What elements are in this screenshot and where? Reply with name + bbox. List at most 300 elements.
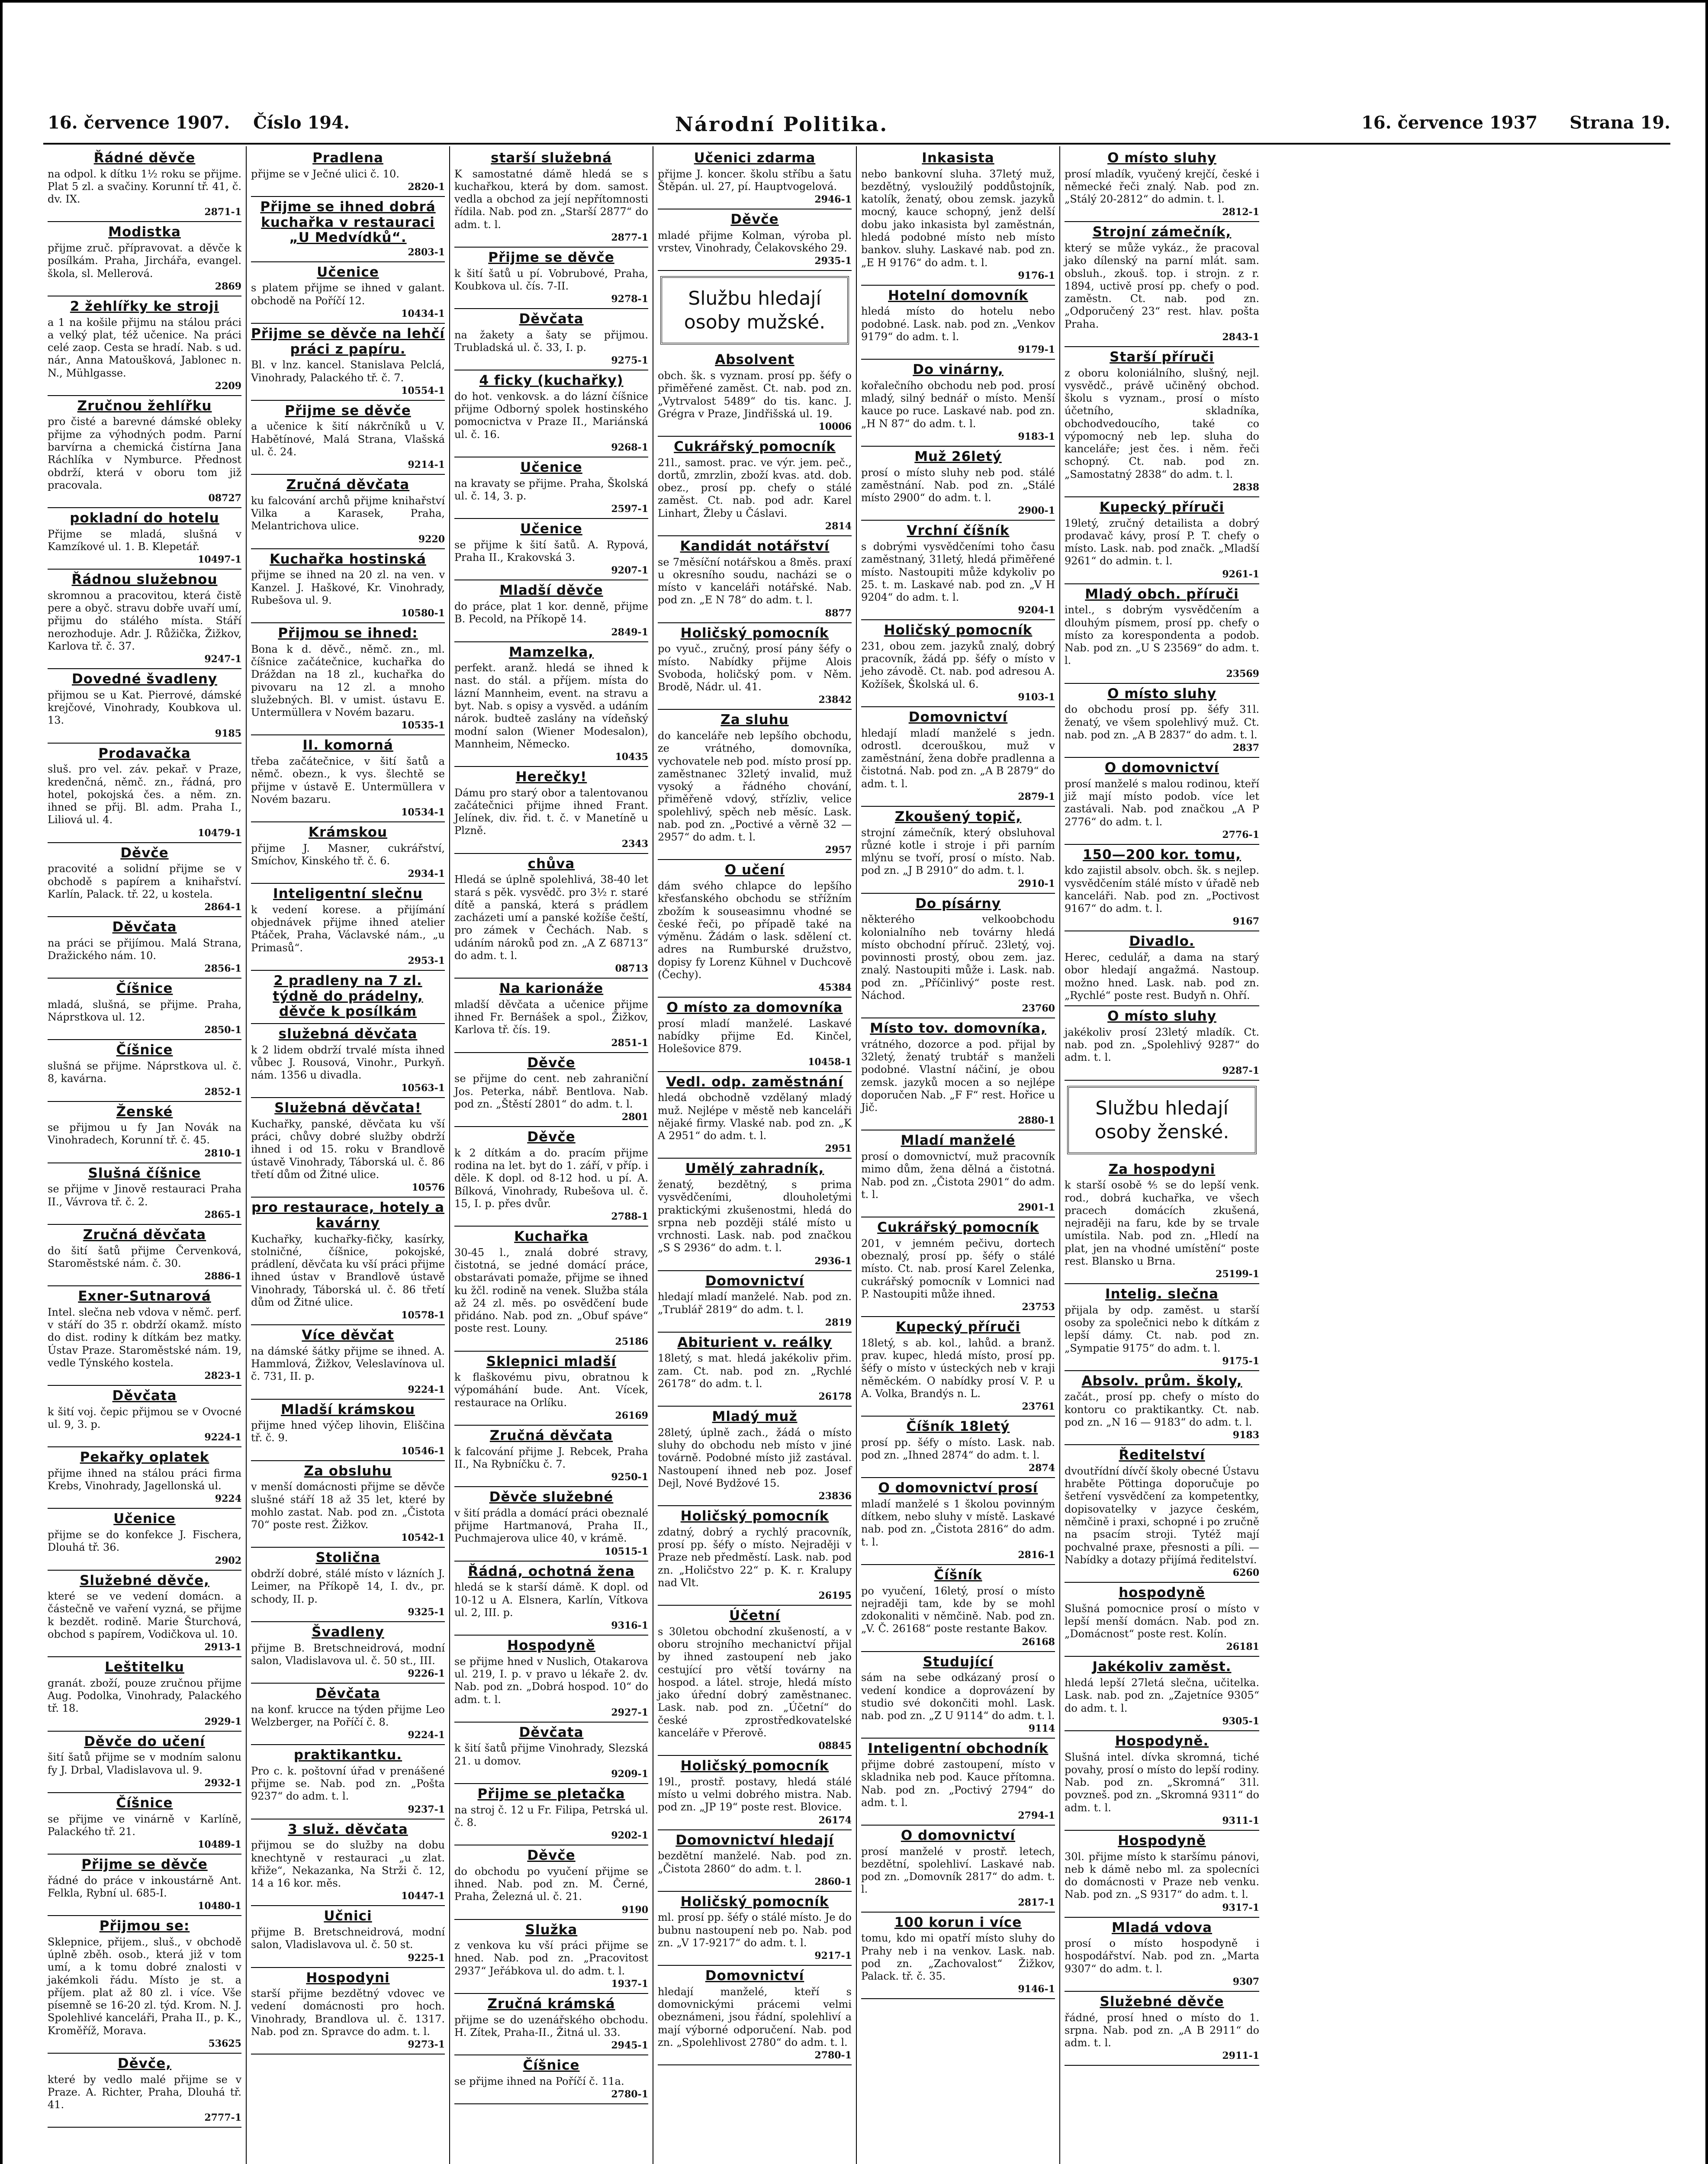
ad-code: 9305-1: [1222, 1715, 1259, 1727]
ad-heading: Intelig. slečna: [1105, 1286, 1219, 1302]
ad-code: 10006: [818, 421, 852, 433]
ad-text: mladší děvčata a učenice přijme ihned Fr. Bernášek a spol., Žižkov, Karlova tř. čís. 19.: [454, 998, 648, 1036]
ad-text: pracovité a solidní přijme se v obchodě s papírem a knihařství. Karlín, Palack. tř. 22, u kostela.: [48, 863, 241, 900]
ad-text: po vyuč., zručný, prosí pány šéfy o místo. Nabídky přijme Alois Svoboda, holičský pom. v Něm. Brodě, Nádr. ul. 41.: [658, 643, 852, 693]
ad-heading: 100 korun i více: [894, 1914, 1022, 1930]
ad-code: 9146-1: [1018, 1984, 1055, 1995]
ad-text: Kuchařky, kuchařky-fičky, kasírky, stolničné, číšnice, pokojské, prádlení, děvčata ku vší práci přijme ihned ústav v Brandlově ústavě Vinohrady, Táborská ul. č. 86 třetí dům od Žitné ulice.: [251, 1233, 445, 1308]
ad-code: 2869: [215, 280, 241, 292]
ad-heading: Holičský pomocník: [680, 1508, 829, 1524]
ad-heading: Služebné děvče,: [80, 1572, 209, 1588]
classified-ad: [251, 1024, 445, 1098]
classified-ad: [251, 971, 445, 1024]
masthead-left: [48, 113, 350, 133]
ad-code: 9220: [418, 533, 445, 545]
section-heading: Službu hledají osoby mužské.: [660, 276, 849, 345]
ad-heading: Dovedné švadleny: [71, 671, 218, 687]
classified-ad: [1065, 845, 1259, 932]
ad-heading: 2 pradleny na 7 zl. týdně do prádelny, děvče k posílkám: [273, 973, 423, 1020]
column-1: [43, 146, 247, 2164]
ad-text: přijme zruč. přípravovat. a děvče k posílkám. Praha, Jirchářa, evangel. škola, sl. Mellerová.: [48, 242, 241, 280]
ad-text: přijme B. Bretschneidrová, modní salon, Vladislavova ul. č. 50 st., III.: [251, 1642, 445, 1667]
ad-heading: Stolična: [315, 1550, 380, 1566]
classified-ad: [861, 447, 1055, 521]
classified-ad: [861, 1317, 1055, 1417]
ad-code: 9287-1: [1222, 1065, 1259, 1076]
ad-heading: Číšnice: [116, 981, 173, 997]
ad-code: 2823-1: [204, 1370, 241, 1382]
ad-text: 231, obou zem. jazyků znalý, dobrý pracovník, žádá pp. šéfy o místo v jeho závodě. Ct. nab. pod adresou A. Kožíšek, Školská ul. 6.: [861, 640, 1055, 690]
classified-ad: [861, 620, 1055, 707]
ad-heading: Na karionáže: [499, 981, 604, 997]
ad-code: 2864-1: [204, 902, 241, 913]
classified-ad: [454, 1723, 648, 1784]
ad-heading: Absolv. prům. školy,: [1081, 1373, 1242, 1389]
ad-code: 9317-1: [1222, 1902, 1259, 1913]
ad-heading: Učenice: [520, 521, 582, 537]
ad-text: strojní zámečník, který obsluhoval různé kotle i stroje i při parním mlýnu se tvoří, prosí o místo. Nab. pod zn. „J B 2910“ do adm. t. l.: [861, 826, 1055, 877]
classified-ad: [48, 1509, 241, 1570]
ad-text: mladé přijme Kolman, výroba pl. vrstev, Vinohrady, Čelakovského 29.: [658, 229, 852, 254]
ad-text: přijme J. Masner, cukrářství, Smíchov, Kinského tř. č. 6.: [251, 842, 445, 867]
ad-text: jakékoliv prosí 23letý mladík. Ct. nab. pod zn. „Spolehlivý 9287“ do adm. t. l.: [1065, 1026, 1259, 1064]
ad-heading: Mladý obch. příruči: [1085, 586, 1239, 602]
ad-code: 9250-1: [611, 1472, 648, 1483]
classified-ad: [454, 457, 648, 519]
newspaper-title: Národní Politika.: [675, 113, 888, 136]
classified-ad: [251, 1548, 445, 1622]
classified-ad: [48, 222, 241, 296]
classified-ad: [251, 1198, 445, 1325]
ad-heading: Přijme se děvče: [488, 249, 614, 265]
classified-ad: [251, 1461, 445, 1548]
ad-text: hledá obchodně vzdělaný mladý muž. Nejlépe v městě neb kanceláři nějaké firmy. Vlaské nab. pod zn. „K A 2951“ do adm. t. l.: [658, 1092, 852, 1142]
ad-code: 2913-1: [204, 1642, 241, 1653]
ad-text: 18letý, s ab. kol., lahůd. a branž. prav. kupec, hledá místo, prosí pp. šéfy o místo v ústeckých neb v kraji něměckém. O nabídky prosí V. P. u A. Volka, Brandýs n. L.: [861, 1336, 1055, 1400]
ad-text: k 2 lidem obdrží trvalé místa ihned vůbec J. Rousová, Vinohr., Purkyň. nám. 1356 u divadla.: [251, 1043, 445, 1082]
ad-text: k 2 dítkám a do. pracím přijme rodina na let. byt do 1. září, v příp. i děle. K dopl. od 8-12 hod. u pí. A. Bílková, Vinohrady, Rubešova ul. č. 15, I. p. přes dvůr.: [454, 1146, 648, 1210]
ad-text: s 30letou obchodní zkušeností, a v oboru strojního mechanictví přijal by ihned zastoupení neb jako cestující pro větší továrny na hospod. a látel. stroje, hledá místo jako úřední dobrý zaměstnanec. Lask. nab. pod zn. „Účetní“ do české zprostředkovatelské kanceláře v Přerově.: [658, 1625, 852, 1739]
ad-heading: Zkoušený topič,: [894, 808, 1022, 824]
column-6: [1060, 146, 1264, 2164]
ad-heading: Mladí manželé: [901, 1133, 1016, 1149]
column-3: [450, 146, 653, 2164]
ad-heading: Abiturient v. reálky: [677, 1334, 832, 1350]
classified-ad: [658, 1606, 852, 1756]
ad-code: 2865-1: [204, 1209, 241, 1220]
ad-code: 2803-1: [408, 246, 445, 258]
ad-heading: Absolvent: [715, 352, 794, 368]
ad-code: 2850-1: [204, 1024, 241, 1036]
ad-heading: Učnici: [324, 1908, 372, 1924]
classified-ad: [48, 1916, 241, 2054]
classified-ad: [251, 262, 445, 324]
ad-heading: Divadlo.: [1129, 934, 1195, 950]
classified-ad: [861, 1652, 1055, 1739]
ad-heading: Kandidát notářství: [680, 538, 830, 554]
ad-code: 8877: [825, 607, 852, 619]
ad-text: s platem přijme se ihned v galant. obchodě na Poříčí 12.: [251, 282, 445, 307]
classified-ad: [861, 807, 1055, 894]
classified-ad: [658, 1830, 852, 1892]
ad-heading: Zručná krámská: [487, 1996, 615, 2012]
ad-text: slušná se přijme. Náprstkova ul. č. 8, kavárna.: [48, 1060, 241, 1085]
ad-heading: Děvče: [527, 1129, 576, 1145]
ad-text: z oboru koloniálního, slušný, nejl. vysvědč., právě učiněný obchod. školu s vyznam., prosí o místo účetního, skladníka, obchodvedoucího, také co výpomocný neb lep. sluha do kanceláře; jest čes. i něm. řeči schopný. Ct. nab. pod zn. „Samostatný 2838“ do adm. t. l.: [1065, 367, 1259, 480]
ad-text: do kanceláře neb lepšího obchodu, ze vrátného, domovníka, vychovatele neb pod. místo prosí pp. zaměstnanec 32letý invalid, muž vysoký a řádného chování, přiměřeně vdový, střízliv, velice spolehlivý, spěch neb měsíc. Lask. nab. pod zn. „Poctivé a věrně 32 — 2957“ do adm. t. l.: [658, 730, 852, 844]
ad-text: na žakety a šaty se přijmou. Trubladská ul. č. 33, I. p.: [454, 328, 648, 354]
ad-code: 9275-1: [611, 355, 648, 367]
ad-text: 201, v jemném pečivu, dortech obeznalý, prosí pp. šéfy o stálé místo. Ct. nab. prosí Karel Zelenka, cukrářský pomocník v Lomnici nad P. Nastoupiti může ihned.: [861, 1237, 1055, 1300]
ad-text: skromnou a pracovitou, která čistě pere a obyč. stravu dobře uvaří umí, přijmu do stálého místa. Stáří nerozhoduje. Adr. J. Růžička, Žižkov, Karlova tř. č. 37.: [48, 589, 241, 652]
ad-heading: Děvčata: [519, 311, 584, 327]
ad-heading: Muž 26letý: [914, 448, 1002, 464]
classified-ad: [48, 744, 241, 843]
ad-text: k šití šatů u pí. Vobrubové, Praha, Koubkova ul. čís. 7-II.: [454, 267, 648, 292]
ad-heading: starší služebná: [491, 150, 612, 166]
column-5: [857, 146, 1060, 2164]
column-4: [653, 146, 857, 2164]
ad-heading: Hospodyně: [1118, 1832, 1206, 1848]
ad-code: 9268-1: [611, 442, 648, 454]
ad-heading: Číšnice: [523, 2058, 580, 2074]
classified-ad: [454, 1227, 648, 1352]
ad-text: hledá se k starší dámě. K dopl. od 10-12 u A. Elsnera, Karlín, Vítkova ul. 2, III. p.: [454, 1581, 648, 1619]
classified-ad: [861, 1417, 1055, 1478]
ad-heading: Děvče: [527, 1848, 576, 1864]
classified-ad: [48, 1657, 241, 1731]
classified-ad: [861, 1018, 1055, 1130]
ad-code: 2817-1: [1018, 1897, 1055, 1908]
classified-ad: [251, 623, 445, 735]
classified-ad: [454, 854, 648, 979]
classified-ad: [454, 1636, 648, 1723]
classified-ad: [454, 1426, 648, 1487]
classified-ad: [658, 148, 852, 209]
ad-heading: Pekařky oplatek: [80, 1449, 209, 1465]
ad-text: hledá místo do hotelu nebo podobné. Lask. nab. pod zn. „Venkov 9179“ do adm. t. l.: [861, 305, 1055, 343]
classified-ad: [454, 1352, 648, 1426]
ad-heading: Kupecký příruči: [895, 1319, 1021, 1335]
classified-ad: [454, 1127, 648, 1227]
ad-text: dvoutřídní dívčí školy obecné Ústavu hraběte Pöttinga doporučuje po šetření vysvědčení za kompetentky, dopisovatelky v jazyce českém, němčině i praxi, schopné i po zručně na psacím stroji. Tytéž mají pochvalné praxe, přesnosti a píli. — Nabídky a dotazy přijímá ředitelství.: [1065, 1465, 1259, 1566]
ad-heading: Řádná, ochotná žena: [468, 1563, 635, 1579]
ad-heading: Účetní: [729, 1608, 781, 1624]
ad-code: 9261-1: [1222, 568, 1259, 580]
classified-ad: [1065, 347, 1259, 497]
ad-heading: Přijmou se ihned:: [278, 625, 418, 641]
ad-code: 2901-1: [1018, 1202, 1055, 1214]
classified-ad: [48, 508, 241, 570]
ad-code: 26178: [818, 1391, 852, 1403]
ad-code: 9202-1: [611, 1830, 648, 1842]
classified-ad: [658, 1072, 852, 1159]
ad-code: 9175-1: [1222, 1355, 1259, 1367]
classified-ad: [861, 148, 1055, 286]
ad-text: Bona k d. děvč., němč. zn., ml. číšnice začátečnice, kuchařka do Dráždan na 18 zl., kuchařka do pivovaru na 12 zl. a mnoho služebných. Bl. v umist. ústavu E. Untermüllera v Novém bazaru.: [251, 643, 445, 719]
ad-code: 08845: [818, 1740, 852, 1752]
ad-text: prosí pp. šéfy o místo. Lask. nab. pod zn. „Ihned 2874“ do adm. t. l.: [861, 1436, 1055, 1461]
ad-heading: Kuchařka hostinská: [270, 551, 426, 567]
ad-code: 10542-1: [401, 1532, 445, 1544]
ad-heading: Cukrářský pomocník: [877, 1220, 1039, 1236]
page-number: Strana 19.: [1570, 113, 1670, 133]
ad-code: 2877-1: [611, 232, 648, 243]
ad-text: Bl. v lnz. kancel. Stanislava Pelclá, Vinohrady, Palackého tř. č. 7.: [251, 359, 445, 384]
ad-code: 2856-1: [204, 963, 241, 975]
ad-text: se přijme ve vinárně v Karlíně, Palackého tř. 21.: [48, 1813, 241, 1838]
ad-heading: Mamzelka,: [508, 644, 594, 660]
ad-text: Intel. slečna neb vdova v němč. perf. v stáří do 35 r. obdrží okamž. místo do dist. rodiny k dítkám bez matky. Ústav Praze. Staroměstské nám. 19, vedle Týnského kostela.: [48, 1306, 241, 1369]
ad-code: 2935-1: [814, 255, 852, 267]
ad-code: 2819: [825, 1317, 852, 1328]
ad-text: šití šatů přijme se v modním salonu fy J. Drbal, Vladislavova ul. 9.: [48, 1751, 241, 1776]
ad-text: k falcování přijme J. Rebcek, Praha II., Na Rybníčku č. 7.: [454, 1445, 648, 1470]
ad-heading: Švadleny: [312, 1624, 384, 1640]
ad-heading: Přijme se děvče na lehčí práci z papíru.: [251, 326, 445, 357]
ad-text: řádné do práce v inkoustárně Ant. Felkla, Rybní ul. 685-I.: [48, 1874, 241, 1899]
classified-ad: [1065, 1445, 1259, 1583]
ad-code: 2945-1: [611, 2040, 648, 2051]
classified-ad: [861, 1913, 1055, 2000]
ad-heading: Služka: [525, 1922, 578, 1938]
ad-text: tomu, kdo mi opatří místo sluhy do Prahy neb i na venkov. Lask. nab. pod zn. „Zachovalost“ Žižkov, Palack. tř. č. 35.: [861, 1932, 1055, 1983]
ad-text: 19l., prostř. postavy, hledá stálé místo u velmi dobrého mistra. Nab. pod zn. „JP 19“ poste rest. Blovice.: [658, 1775, 852, 1813]
masthead-right: [1335, 113, 1670, 133]
classified-ad: [48, 1102, 241, 1163]
ad-code: 2871-1: [204, 206, 241, 218]
classified-ad: [658, 1756, 852, 1830]
ad-code: 10578-1: [401, 1310, 445, 1321]
ad-text: hledají manželé, kteří s domovnickými prácemi velmi obeznámeni, jsou řádní, spolehliví a mají výborné odporučení. Nab. pod zn. „Spolehlivost 2780“ do adm. t. l.: [658, 1985, 852, 2048]
ad-heading: Cukrářský pomocník: [674, 439, 836, 455]
section-heading: Službu hledají osoby ženské.: [1067, 1086, 1257, 1154]
ad-heading: Děvčata: [519, 1724, 584, 1740]
classified-ad: [1065, 758, 1259, 845]
classified-ad: [48, 1571, 241, 1658]
classified-ad: [454, 519, 648, 580]
ad-heading: Děvčata: [112, 919, 177, 935]
classified-ad: [658, 998, 852, 1072]
ad-code: 2911-1: [1222, 2050, 1259, 2062]
ad-heading: O domovnictví prosí: [878, 1480, 1038, 1496]
classified-ad: [658, 1407, 852, 1506]
ad-text: mladá, slušná, se přijme. Praha, Náprstkova ul. 12.: [48, 998, 241, 1024]
ad-text: dám svého chlapce do lepšího křesťanského obchodu se střížním zbožím k souseasimnu vhodné se české řeči, po případě také na výměnu. Žádám o lask. sdělení ct. adres na Rumburské družstvo, dopisy fy Lorenz Kühnel v Duchcově (Čechy).: [658, 880, 852, 981]
ad-heading: Číšnice: [116, 1042, 173, 1058]
ad-text: do šití šatů přijme Červenková, Staroměstské nám. č. 30.: [48, 1244, 241, 1269]
ad-code: 2929-1: [204, 1716, 241, 1727]
ad-heading: Řádné děvče: [93, 150, 196, 166]
ad-heading: Zručná děvčata: [83, 1227, 206, 1243]
ad-code: 10515-1: [605, 1546, 648, 1557]
ad-heading: Do písárny: [915, 895, 1001, 911]
ad-heading: Kupecký příruči: [1099, 499, 1225, 515]
ad-heading: O domovnictví: [1104, 760, 1219, 776]
ad-heading: Místo tov. domovníka,: [870, 1021, 1046, 1037]
ad-heading: pokladní do hotelu: [70, 510, 219, 526]
ad-code: 2951: [825, 1143, 852, 1155]
ad-heading: Pradlena: [312, 150, 383, 166]
ad-code: 2927-1: [611, 1707, 648, 1718]
classified-ad: [1065, 1006, 1259, 1080]
classified-ad: [454, 580, 648, 642]
classified-ad: [48, 669, 241, 743]
ad-text: do hot. venkovsk. a do lázní číšnice přijme Odborný spolek hostinského pomocnictva v Praze II., Mariánská ul. č. 16.: [454, 390, 648, 441]
ad-text: prosí o místo sluhy neb pod. stálé zaměstnání. Nab. pod zn. „Stálé místo 2900“ do adm. t. l.: [861, 466, 1055, 504]
ad-heading: O domovnictví: [901, 1828, 1016, 1844]
classified-ad: [251, 735, 445, 822]
ad-code: 9217-1: [814, 1950, 852, 1962]
ad-code: 2902: [215, 1555, 241, 1566]
ad-text: se přijme k šití šatů. A. Rypová, Praha II., Krakovská 3.: [454, 538, 648, 564]
ad-code: 9237-1: [408, 1803, 445, 1815]
ad-text: Sklepnice, přijem., sluš., v obchodě úplně zběh. osob., která již v tom umí, a k tomu dobré znalosti v jakémkoli řádu. Místo je st. a příjem. plat až 80 zl. i více. Vše písemně se 16-20 zl. týd. Krom. N. J. Spolehlivé kanceláři, Praha II., p. K., Kroměříž, Morava.: [48, 1935, 241, 2037]
ad-code: 9316-1: [611, 1620, 648, 1632]
ad-text: do práce, plat 1 kor. denně, přijme B. Pecold, na Příkopě 14.: [454, 600, 648, 625]
ad-text: na konf. krucce na týden přijme Leo Welzberger, na Poříčí č. 8.: [251, 1703, 445, 1728]
ad-code: 9325-1: [408, 1606, 445, 1618]
ad-heading: pro restaurace, hotely a kavárny: [251, 1200, 445, 1231]
ad-code: 10546-1: [401, 1445, 445, 1457]
ad-code: 23569: [1226, 668, 1259, 679]
classified-ad: [1065, 1159, 1259, 1285]
ad-heading: Domovnictví: [705, 1273, 804, 1289]
classified-ad: [658, 710, 852, 860]
ad-code: 53625: [208, 2038, 241, 2049]
header-rule: [43, 143, 1670, 145]
ad-text: přijala by odp. zaměst. u starší osoby za společnici nebo k dítkám z lepší dámy. Ct. nab. pod zn. „Sympatie 9175“ do adm. t. l.: [1065, 1304, 1259, 1354]
date-left: 16. července 1907.: [48, 113, 230, 133]
issue-number: Číslo 194.: [253, 113, 350, 133]
classified-ad: [861, 286, 1055, 360]
ad-text: 28letý, úplně zach., žádá o místo sluhy do obchodu neb místo v jiné továrně. Podobné místo již zastával. Nastoupení ihned neb poz. Josef Dejl, Nové Bydžové 15.: [658, 1426, 852, 1489]
classified-ad: [1065, 1918, 1259, 1992]
ad-heading: Leštitelku: [105, 1659, 184, 1675]
classified-ad: [1065, 1583, 1259, 1657]
ad-heading: praktikantku.: [293, 1747, 402, 1763]
classified-ad: [251, 884, 445, 971]
classified-ad: [48, 843, 241, 917]
ad-code: 9209-1: [611, 1768, 648, 1780]
ad-text: který se může vykáz., že pracoval jako dílenský na parní mlát. sam. obsluh., zkouš. top. i strojn. z r. 1894, uctivě prosí pp. chefy o pod. zaměstn. Ct. nab. pod zn. „Odporučený 23“ rest. hlav. pošta Praha.: [1065, 242, 1259, 330]
ad-text: přijmou se u Kat. Pierrové, dámské krejčové, Vinohrady, Koubkova ul. 13.: [48, 689, 241, 727]
ad-heading: O místo sluhy: [1107, 1008, 1216, 1024]
ad-heading: Domovnictví hledají: [675, 1832, 834, 1848]
classified-ad: [251, 197, 445, 262]
ad-text: prosí mladí manželé. Laskavé nabídky přijme Ed. Kinčel, Holešovice 879.: [658, 1017, 852, 1055]
ad-text: které by vedlo malé přijme se v Praze. A. Richter, Praha, Dlouhá tř. 41.: [48, 2073, 241, 2111]
ad-text: prosí o domovnictví, muž pracovník mimo dům, žena dělná a čistotná. Nab. pod zn. „Čistota 2901“ do adm. t. l.: [861, 1150, 1055, 1201]
classified-ad: [454, 1562, 648, 1636]
ad-text: na stroj č. 12 u Fr. Filipa, Petrská ul. č. 8.: [454, 1803, 648, 1829]
ad-code: 26169: [615, 1410, 648, 1422]
ad-text: k šití voj. čepic přijmou se v Ovocné ul. 9, 3. p.: [48, 1405, 241, 1430]
ad-code: 9207-1: [611, 565, 648, 576]
ad-text: se přijme hned v Nuslich, Otakarova ul. 219, I. p. v pravo u lékaře 2. dv. Nab. pod zn. „Dobrá hospod. 10“ do adm. t. l.: [454, 1655, 648, 1706]
ad-text: bezdětní manželé. Nab. pod zn. „Čistota 2860“ do adm. t. l.: [658, 1850, 852, 1875]
ad-text: 18letý, s mat. hledá jakékoliv přim. zam. Ct. nab. pod zn. „Rychlé 26178“ do adm. t. l.: [658, 1352, 852, 1390]
ad-code: 2777-1: [204, 2112, 241, 2124]
ad-code: 9278-1: [611, 293, 648, 305]
ad-code: 10447-1: [401, 1890, 445, 1902]
ad-code: 9183-1: [1018, 431, 1055, 442]
ad-code: 23761: [1022, 1401, 1055, 1413]
ad-heading: Číšnice: [116, 1795, 173, 1811]
ad-code: 9214-1: [408, 459, 445, 471]
ad-code: 9179-1: [1018, 344, 1055, 356]
classified-ad: [1065, 1731, 1259, 1831]
ad-text: se přijmou u fy Jan Novák na Vinohradech, Korunní tř. č. 45.: [48, 1121, 241, 1146]
ad-heading: 150—200 kor. tomu,: [1083, 847, 1241, 863]
classified-ad: [251, 1819, 445, 1906]
classified-ad: [454, 1487, 648, 1561]
classified-ad: [48, 148, 241, 222]
ad-code: 10480-1: [198, 1900, 241, 1912]
ad-heading: Přijmou se:: [99, 1918, 190, 1934]
ad-heading: Jakékoliv zaměst.: [1092, 1659, 1232, 1675]
ad-heading: Přijme se pletačka: [477, 1786, 625, 1802]
ad-code: 2837: [1232, 742, 1259, 754]
classified-ad: [658, 860, 852, 998]
ad-text: s dobrými vysvědčeními toho času zaměstnaný, 31letý, hledá přiměřené místo. Nastoupiti může kdykoliv po 25. t. m. Laskavé nab. pod zn. „V H 9204“ do adm. t. l.: [861, 540, 1055, 604]
classified-ad: [48, 570, 241, 669]
ad-heading: Hospodyně.: [1115, 1733, 1209, 1749]
ad-heading: Modistka: [108, 224, 181, 240]
ad-heading: Do vinárny,: [913, 362, 1004, 378]
ad-code: 2900-1: [1018, 505, 1055, 517]
ad-heading: Za sluhu: [721, 712, 789, 728]
classified-ad: [454, 248, 648, 309]
ad-text: 30l. přijme místo k staršímu pánovi, neb k dámě nebo ml. za spolecníci do domácnosti v Praze neb venku. Nab. pod zn. „S 9317“ do adm. t. l.: [1065, 1850, 1259, 1901]
ad-heading: Hotelní domovník: [888, 287, 1028, 303]
ad-heading: Mladší děvče: [499, 583, 603, 599]
ad-code: 10458-1: [808, 1056, 852, 1068]
ad-text: Slušná intel. dívka skromná, tiché povahy, prosí o místo do lepší rodiny. Nab. pod zn. „Skromná“ 31l. povzneš. pod zn. „Skromná 9311“ do adm. t. l.: [1065, 1751, 1259, 1814]
ad-heading: O místo za domovníka: [666, 1000, 843, 1016]
ad-heading: Děvče: [120, 845, 169, 861]
ad-text: na práci se přijímou. Malá Strana, Dražického nám. 10.: [48, 937, 241, 962]
classified-ad: [658, 623, 852, 710]
ad-text: se přijme ihned na Poříčí č. 11a.: [454, 2075, 624, 2087]
classified-ad: [861, 360, 1055, 447]
classified-ad: [861, 1565, 1055, 1652]
classified-ad: [454, 767, 648, 854]
ad-code: 2812-1: [1222, 206, 1259, 218]
ad-code: 2810-1: [204, 1147, 241, 1159]
ad-code: 2843-1: [1222, 331, 1259, 343]
ad-code: 2838: [1232, 481, 1259, 493]
ad-text: k starší osobě ⅘ se do lepší venk. rod., dobrá kuchařka, ve všech pracech domácích zkušená, nejraději na faru, kde by se trvale umístila. Nab. pod zn. „Hledí na plat, jen na vhodné umístění“ poste rest. Blansko u Brna.: [1065, 1179, 1259, 1267]
ad-text: prosí o místo hospodyně i hospodářství. Nab. pod zn. „Marta 9307“ do adm. t. l.: [1065, 1937, 1259, 1975]
ad-code: 9247-1: [204, 654, 241, 665]
ad-code: 2874: [1028, 1462, 1055, 1474]
classified-ad: [1065, 1831, 1259, 1918]
classified-ad: [658, 209, 852, 271]
ad-text: v menší domácnosti přijme se děvče slušné stáří 18 až 35 let, které by mohlo zastat. Nab. pod zn. „Čistota 70“ poste rest. Žižkov.: [251, 1481, 445, 1531]
ad-text: Přijme se mladá, slušná v Kamzíkové ul. 1. B. Klepetář.: [48, 528, 241, 553]
classified-ad: [861, 707, 1055, 807]
ad-heading: Učenice: [317, 264, 379, 280]
ad-text: hledá lepší 27letá slečna, učitelka. Lask. nab. pod zn. „Zajetníce 9305“ do adm. t. l.: [1065, 1677, 1259, 1714]
ad-heading: Vrchní číšník: [907, 523, 1010, 539]
ad-text: hledají mladí manželé. Nab. pod zn. „Trublář 2819“ do adm. t. l.: [658, 1291, 852, 1316]
classified-ad: [1065, 497, 1259, 584]
classified-ad: [1065, 1992, 1259, 2066]
ad-heading: Mladý muž: [712, 1409, 798, 1425]
ad-code: 2851-1: [611, 1037, 648, 1049]
ad-heading: Učenice: [520, 460, 582, 476]
